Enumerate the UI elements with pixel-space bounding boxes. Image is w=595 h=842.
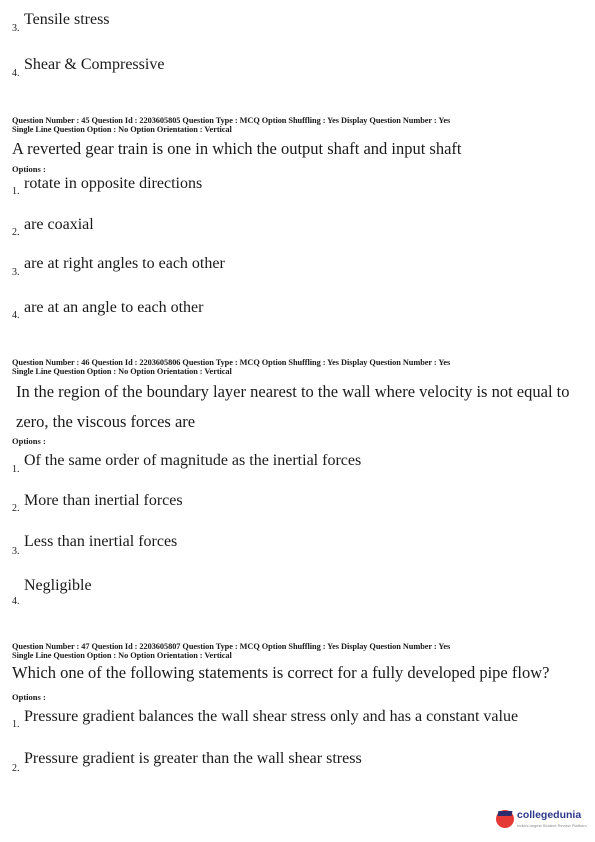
question-meta: Question Number : 46 Question Id : 2203605806 Question Type : MCQ Option Shuffling : Yes Display Question Number : Yes [12,358,451,367]
option-number: 3. [12,23,20,34]
option-text: are at an angle to each other [24,299,204,316]
question-text-line1: In the region of the boundary layer nearest to the wall where velocity is not equal to [16,382,570,401]
question-meta: Single Line Question Option : No Option Orientation : Vertical [12,651,232,660]
question-meta: Single Line Question Option : No Option Orientation : Vertical [12,125,232,134]
option-text: Of the same order of magnitude as the inertial forces [24,452,362,469]
option-text: More than inertial forces [24,492,183,509]
options-label: Options : [12,436,46,446]
question-text: A reverted gear train is one in which the output shaft and input shaft [12,139,462,158]
option-text: Pressure gradient balances the wall shear stress only and has a constant value [24,708,519,725]
options-label: Options : [12,692,46,702]
options-label: Options : [12,164,46,174]
option-number: 4. [12,310,20,321]
logo-name: collegedunia [517,809,582,821]
option-number: 2. [12,227,20,238]
option-number: 3. [12,267,20,278]
option-number: 4. [12,68,20,79]
logo-tagline: India's largest Student Review Platform [517,823,587,828]
option-number: 3. [12,546,20,557]
option-text: Tensile stress [24,11,110,28]
option-text: are coaxial [24,216,94,233]
question-meta: Question Number : 45 Question Id : 2203605805 Question Type : MCQ Option Shuffling : Yes Display Question Number : Yes [12,116,451,125]
option-number: 1. [12,186,20,197]
option-number: 4. [12,596,20,607]
option-text: are at right angles to each other [24,255,225,272]
question-meta: Single Line Question Option : No Option Orientation : Vertical [12,367,232,376]
option-text: Shear & Compressive [24,56,165,73]
option-text: rotate in opposite directions [24,175,203,192]
option-number: 2. [12,763,20,774]
option-number: 1. [12,719,20,730]
option-number: 1. [12,464,20,475]
question-text-line2: zero, the viscous forces are [16,412,196,431]
option-number: 2. [12,503,20,514]
option-text: Less than inertial forces [24,533,178,550]
graduation-cap-icon [496,810,514,828]
question-meta: Question Number : 47 Question Id : 2203605807 Question Type : MCQ Option Shuffling : Yes Display Question Number : Yes [12,642,451,651]
option-text: Negligible [24,577,92,594]
collegedunia-logo [496,806,592,834]
option-text: Pressure gradient is greater than the wall shear stress [24,750,362,767]
question-text: Which one of the following statements is correct for a fully developed pipe flow? [12,663,550,682]
